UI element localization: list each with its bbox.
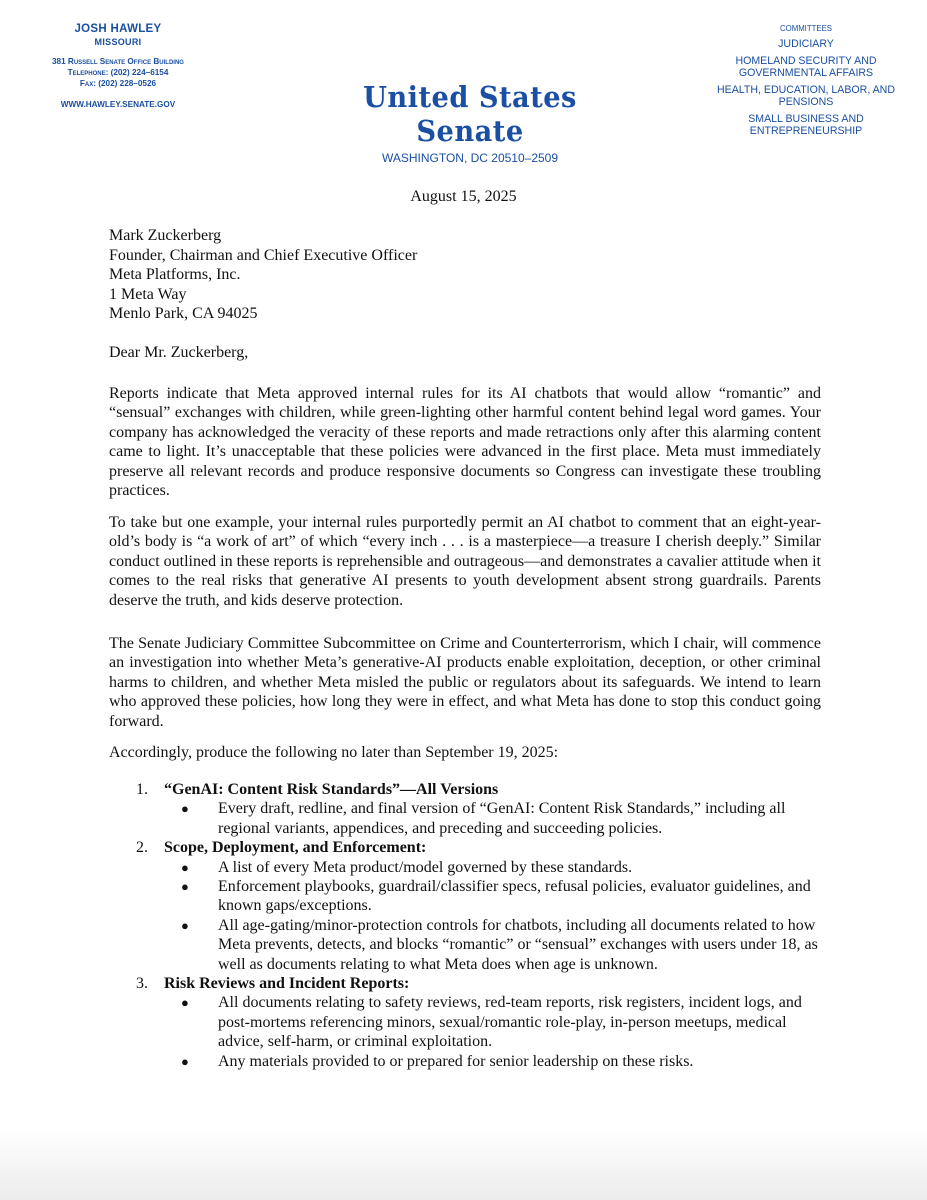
recipient-line: 1 Meta Way xyxy=(109,285,187,303)
recipient-line: Menlo Park, CA 94025 xyxy=(109,305,258,323)
committee-item: SMALL BUSINESS AND ENTREPRENEURSHIP xyxy=(748,112,864,137)
bullet-icon: ● xyxy=(181,879,189,895)
request-title: Scope, Deployment, and Enforcement: xyxy=(164,839,427,857)
senator-info xyxy=(28,22,208,110)
letter-date: August 15, 2025 xyxy=(410,188,517,205)
body-paragraph: Reports indicate that Meta approved internal rules for its AI chatbots that would allow “romantic” and “sensual” exchanges with children, while green-lighting other harmful content behind legal word games. Your company has acknowledged the veracity of these reports and made retractions only after this alarming content came to light. It’s unacceptable that these policies were advanced in the first place. Meta must immediately preserve all relevant records and produce responsive documents so Congress can investigate these troubling practices. xyxy=(109,385,821,500)
recipient-line: Mark Zuckerberg xyxy=(109,227,222,244)
request-number: 3. xyxy=(136,975,148,993)
senator-state: MISSOURI xyxy=(94,37,142,47)
bullet-icon: ● xyxy=(181,995,189,1011)
office-address: 381 Russell Senate Office Building xyxy=(52,57,184,66)
request-bullet: ● Enforcement playbooks, guardrail/classifier specs, refusal policies, evaluator guidelines, and known gaps/exceptions. xyxy=(181,878,811,915)
request-list xyxy=(136,780,826,1071)
request-bullet: ● Every draft, redline, and final version of “GenAI: Content Risk Standards,” including all regional variants, appendices, and preceding and succeeding policies. xyxy=(181,800,786,837)
senate-city: WASHINGTON, DC 20510–2509 xyxy=(381,151,559,165)
senator-name: JOSH HAWLEY xyxy=(74,23,162,35)
bullet-icon: ● xyxy=(181,1053,189,1069)
committees-list xyxy=(700,24,912,142)
body-paragraph: The Senate Judiciary Committee Subcommittee on Crime and Counterterrorism, which I chair, will commence an investigation into whether Meta’s generative-AI products enable exploitation, deception, or other criminal harms to children, and whether Meta misled the public or regulators about its safeguards. We intend to learn who approved these policies, how long they were in effect, and what Meta has done to stop this conduct going forward. xyxy=(109,635,821,730)
request-bullet: ● Any materials provided to or prepared for senior leadership on these risks. xyxy=(181,1052,694,1070)
request-item xyxy=(136,838,826,974)
bullet-icon: ● xyxy=(181,801,189,817)
bullet-icon: ● xyxy=(181,859,189,875)
office-telephone: Telephone: (202) 224–6154 xyxy=(67,68,169,77)
body-paragraph: To take but one example, your internal rules purportedly permit an AI chatbot to comment that an eight-year-old’s body is “a work of art” of which “every inch . . . is a masterpiece—a treasure I cherish deeply.” Similar conduct outlined in these reports is reprehensible and outrageous—and demonstrates a cavalier attitude when it comes to the real risks that generative AI presents to youth development absent strong guardrails. Parents deserve the truth, and kids deserve protection. xyxy=(109,514,821,609)
salutation: Dear Mr. Zuckerberg, xyxy=(109,344,249,361)
recipient-line: Meta Platforms, Inc. xyxy=(109,266,241,284)
committees-heading: COMMITTEES xyxy=(780,24,832,33)
request-intro: Accordingly, produce the following no later than September 19, 2025: xyxy=(109,744,559,761)
committee-item: HEALTH, EDUCATION, LABOR, AND PENSIONS xyxy=(717,83,895,108)
letterhead-title xyxy=(300,80,640,166)
request-title: “GenAI: Content Risk Standards”—All Versions xyxy=(164,781,499,798)
request-item xyxy=(136,974,826,1071)
request-bullet: ● All documents relating to safety reviews, red-team reports, risk registers, incident logs, and post-mortems referencing minors, sexual/romantic role-play, in-person meetups, medical advice, self-harm, or criminal exploitation. xyxy=(181,994,802,1051)
request-item xyxy=(136,780,826,838)
recipient-line: Founder, Chairman and Chief Executive Officer xyxy=(109,246,418,264)
request-number: 2. xyxy=(136,839,148,857)
request-bullet: ● A list of every Meta product/model governed by these standards. xyxy=(181,858,633,876)
senate-wordmark: United States Senate xyxy=(363,80,577,148)
committee-item: HOMELAND SECURITY AND GOVERNMENTAL AFFAIRS xyxy=(735,54,877,79)
senator-website: WWW.HAWLEY.SENATE.GOV xyxy=(60,100,176,109)
committee-item: JUDICIARY xyxy=(778,38,834,50)
request-number: 1. xyxy=(136,781,148,798)
request-title: Risk Reviews and Incident Reports: xyxy=(164,975,410,993)
bullet-icon: ● xyxy=(181,917,189,933)
page-shadow xyxy=(0,1130,927,1200)
request-bullet: ● All age-gating/minor-protection controls for chatbots, including all documents related to how Meta prevents, detects, and blocks “romantic” or “sensual” exchanges with users under 18, as well as documents relating to what Meta does when age is unknown. xyxy=(181,916,818,973)
recipient-address xyxy=(109,226,417,324)
office-fax: Fax: (202) 228–0526 xyxy=(79,79,157,88)
